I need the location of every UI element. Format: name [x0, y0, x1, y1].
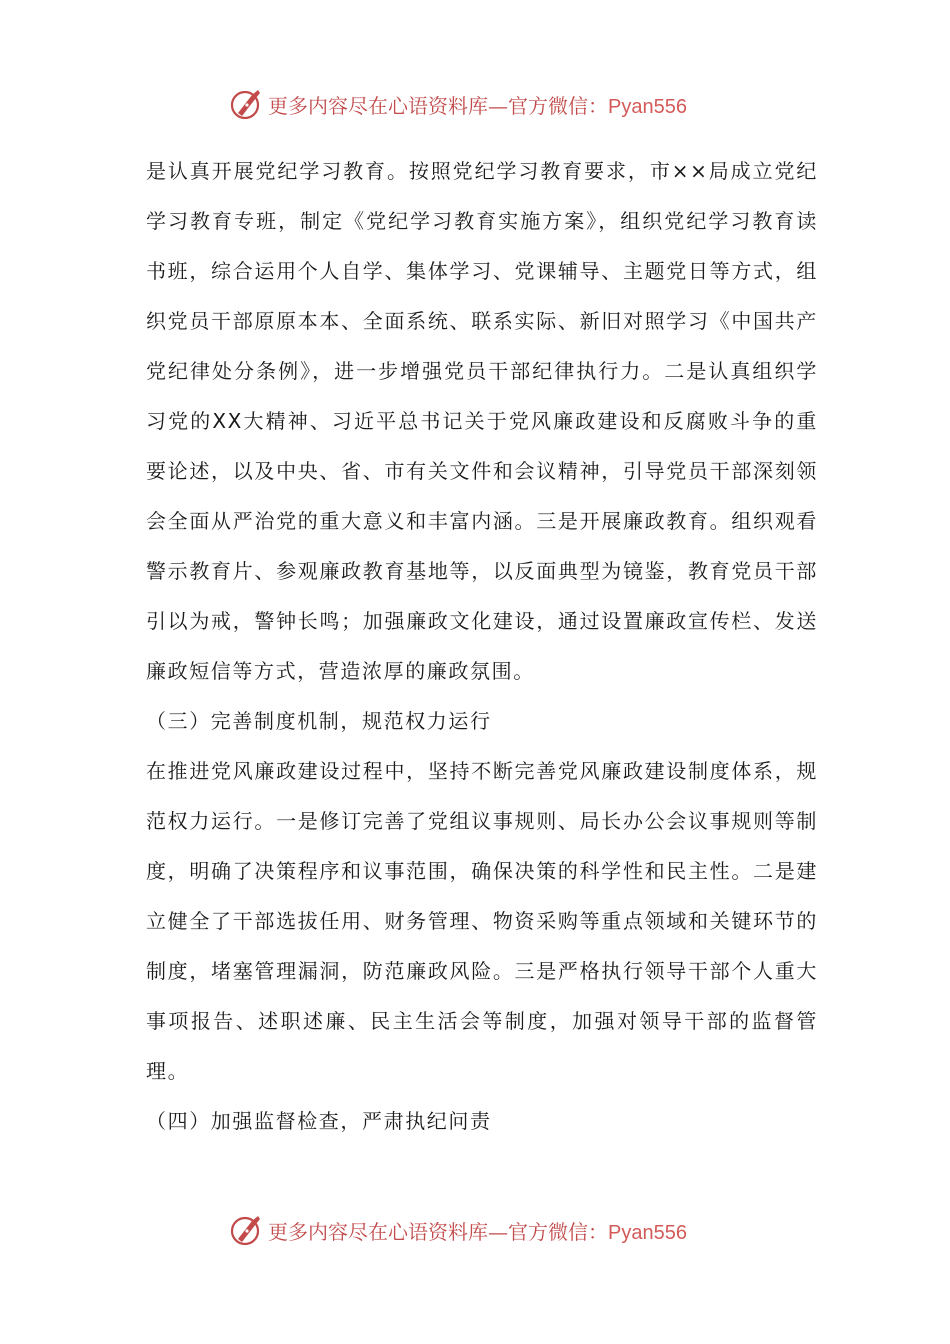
header-banner [228, 84, 748, 124]
section-heading-4: （四）加强监督检查，严肃执纪问责 [146, 1109, 492, 1133]
banner-text: 更多内容尽在心语资料库—官方微信：Pyan556 [268, 1219, 687, 1244]
document-body [146, 146, 818, 1146]
wechat-id: Pyan556 [608, 95, 687, 118]
paragraph-education: 是认真开展党纪学习教育。按照党纪学习教育要求，市××局成立党纪学习教育专班，制定《党纪学习教育实施方案》，组织党纪学习教育读书班，综合运用个人自学、集体学习、党课辅导、主题党日等方式，组织党员干部原原本本、全面系统、联系实际、新旧对照学习《中国共产党纪律处分条例》，进一步增强党员干部纪律执行力。二是认真组织学习党的XX大精神、习近平总书记关于党风廉政建设和反腐败斗争的重要论述，以及中央、省、市有关文件和会议精神，引导党员干部深刻领会全面从严治党的重大意义和丰富内涵。三是开展廉政教育。组织观看警示教育片、参观廉政教育基地等，以反面典型为镜鉴，教育党员干部引以为戒，警钟长鸣；加强廉政文化建设，通过设置廉政宣传栏、发送廉政短信等方式，营造浓厚的廉政氛围。 [146, 159, 818, 683]
pen-nib-circle-icon [228, 86, 264, 122]
wechat-id: Pyan556 [608, 1221, 687, 1244]
paragraph-system: 在推进党风廉政建设过程中，坚持不断完善党风廉政建设制度体系，规范权力运行。一是修订完善了党组议事规则、局长办公会议事规则等制度，明确了决策程序和议事范围，确保决策的科学性和民主性。二是建立健全了干部选拔任用、财务管理、物资采购等重点领域和关键环节的制度，堵塞管理漏洞，防范廉政风险。三是严格执行领导干部个人重大事项报告、述职述廉、民主生活会等制度，加强对领导干部的监督管理。 [146, 759, 818, 1083]
section-heading-3: （三）完善制度机制，规范权力运行 [146, 709, 492, 733]
banner-text: 更多内容尽在心语资料库—官方微信：Pyan556 [268, 93, 687, 118]
pen-nib-circle-icon [228, 1212, 264, 1248]
footer-banner [228, 1210, 748, 1250]
